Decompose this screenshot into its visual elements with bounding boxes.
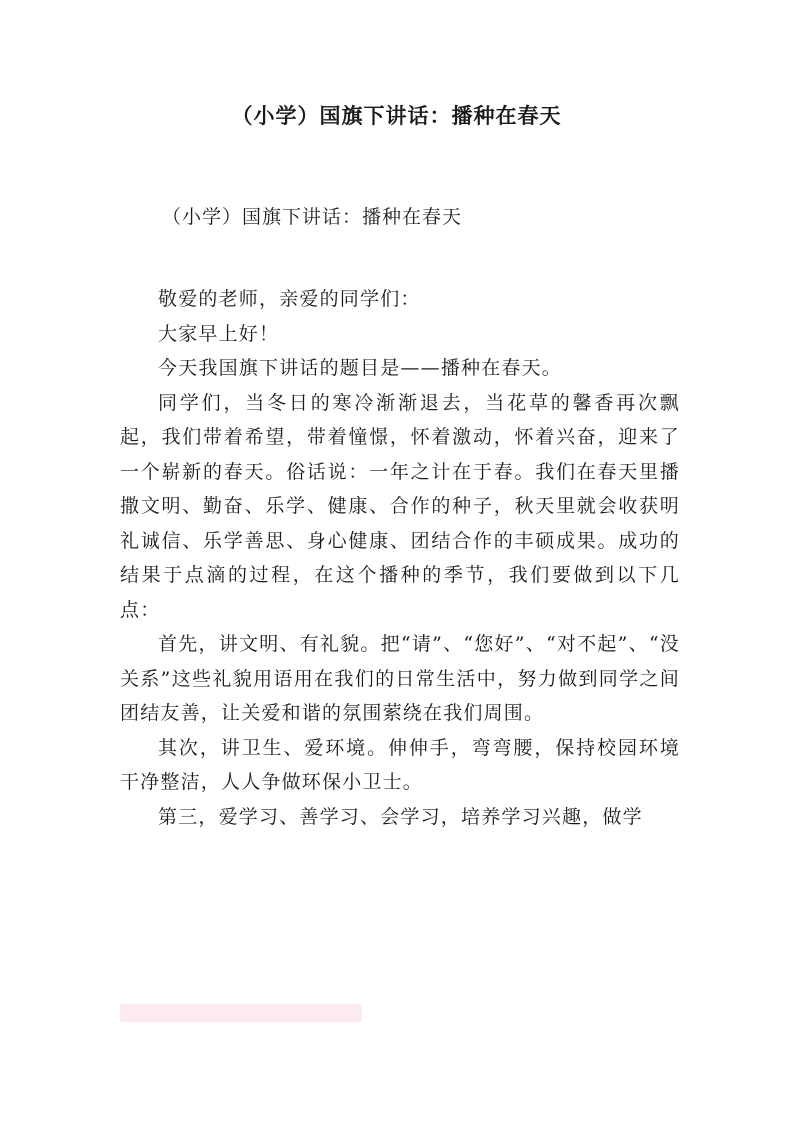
paragraph-second-point: 其次，讲卫生、爱环境。伸伸手，弯弯腰，保持校园环境干净整洁，人人争做环保小卫士。 xyxy=(120,736,680,793)
document-subtitle: （小学）国旗下讲话：播种在春天 xyxy=(162,206,463,228)
page-title: （小学）国旗下讲话：播种在春天 xyxy=(231,104,562,128)
paragraph-intro: 同学们，当冬日的寒冷渐渐退去，当花草的馨香再次飘起，我们带着希望，带着憧憬，怀着激动，怀着兴奋，迎来了一个崭新的春天。俗话说：一年之计在于春。我们在春天里播撒文明、勤奋、乐学、健康、合作的种子，秋天里就会收获明礼诚信、乐学善思、身心健康、团结合作的丰硕成果。成功的结果于点滴的过程，在这个播种的季节，我们要做到以下几点： xyxy=(120,391,680,621)
paragraph-first-point: 首先，讲文明、有礼貌。把“请”、“您好”、“对不起”、“没关系”这些礼貌用语用在我们的日常生活中，努力做到同学之间团结友善，让关爱和谐的氛围萦绕在我们周围。 xyxy=(120,633,680,724)
paragraph-topic: 今天我国旗下讲话的题目是——播种在春天。 xyxy=(158,357,563,379)
paragraph-third-point: 第三，爱学习、善学习、会学习，培养学习兴趣，做学 xyxy=(158,805,643,828)
faded-watermark xyxy=(120,1004,362,1022)
document-body xyxy=(120,282,680,834)
paragraph-salutation: 敬爱的老师，亲爱的同学们： xyxy=(158,288,421,310)
paragraph-greeting: 大家早上好！ xyxy=(158,322,280,345)
